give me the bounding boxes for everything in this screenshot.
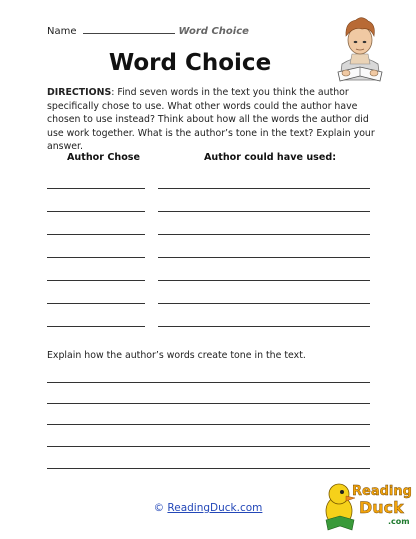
answer-line-left[interactable]	[47, 188, 145, 189]
name-row	[47, 25, 249, 37]
answer-line-right[interactable]	[158, 188, 370, 189]
logo-text-duck: Duck	[359, 498, 404, 517]
explain-line[interactable]	[47, 382, 370, 383]
explain-line[interactable]	[47, 424, 370, 425]
column-header-author-chose: Author Chose	[67, 152, 141, 163]
answer-line-left[interactable]	[47, 211, 145, 212]
explain-line[interactable]	[47, 468, 370, 469]
answer-line-right[interactable]	[158, 280, 370, 281]
directions-paragraph	[47, 86, 377, 154]
answer-line-left[interactable]	[47, 280, 145, 281]
answer-line-left[interactable]	[47, 234, 145, 235]
explain-line[interactable]	[47, 403, 370, 404]
answer-line-right[interactable]	[158, 326, 370, 327]
answer-line-left[interactable]	[47, 257, 145, 258]
worksheet-title: Word Choice	[108, 50, 272, 76]
answer-line-left[interactable]	[47, 326, 145, 327]
reading-duck-logo	[322, 476, 414, 536]
explain-prompt: Explain how the author’s words create tone in the text.	[47, 350, 306, 361]
answer-line-right[interactable]	[158, 303, 370, 304]
site-link[interactable]: ReadingDuck.com	[167, 502, 263, 514]
copyright-symbol: ©	[153, 502, 165, 514]
header-subtitle: Word Choice	[178, 26, 249, 37]
name-label: Name	[47, 26, 77, 37]
name-line[interactable]	[83, 25, 175, 34]
logo-text-reading: Reading	[352, 484, 412, 499]
answer-line-left[interactable]	[47, 303, 145, 304]
answer-line-right[interactable]	[158, 234, 370, 235]
logo-text-com: .com	[388, 517, 410, 526]
column-header-author-could-have-used: Author could have used:	[204, 152, 337, 163]
directions-text: : Find seven words in the text you think the author specifically chose to use. What other words could the author have chosen to use instead? Think about how all the words the author did use work together. What is the author’s tone in the text? Explain your answer.	[47, 87, 375, 153]
answer-line-right[interactable]	[158, 211, 370, 212]
explain-line[interactable]	[47, 446, 370, 447]
answer-line-right[interactable]	[158, 257, 370, 258]
directions-label: DIRECTIONS	[47, 87, 112, 98]
